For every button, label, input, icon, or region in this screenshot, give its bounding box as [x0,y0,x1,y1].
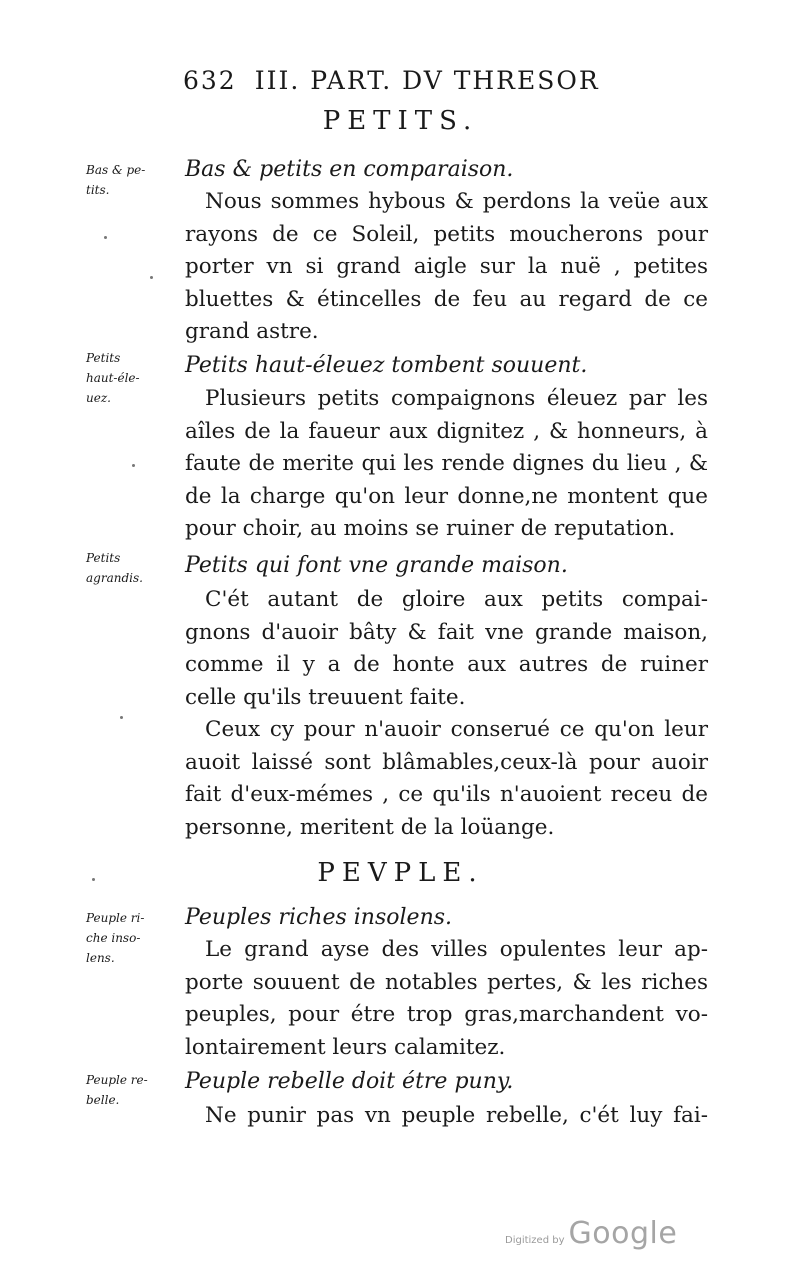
margin-note-3 [86,548,178,588]
entry-heading-4: Peuples riches insolens. [185,905,453,930]
text-line: gnons d'auoir bâty & fait vne grande maison, [185,619,708,645]
ink-speck [92,878,95,881]
running-head [183,66,653,95]
text-line: faute de merite qui les rende dignes du lieu , & [185,451,708,476]
entry-heading-2: Petits haut-éleuez tombent souuent. [185,353,588,378]
entry-paragraph-1 [185,186,708,349]
entry-paragraph-3b [185,714,708,844]
text-line: pour choir, au moins se ruiner de reputation. [185,516,676,541]
margin-note-line: Peuple ri- [86,911,145,925]
digitized-by-watermark [505,1216,677,1251]
margin-note-line: agrandis. [86,571,143,585]
margin-note-line: Petits [86,351,121,365]
entry-heading-5: Peuple rebelle doit étre puny. [185,1069,514,1094]
entry-heading-1: Bas & petits en comparaison. [185,157,514,182]
margin-note-line: uez. [86,391,111,405]
text-line: rayons de ce Soleil, petits moucherons pour [185,221,708,247]
margin-note-2 [86,348,178,408]
text-line: grand astre. [185,319,319,344]
text-line: C'ét autant de gloire aux petits compai- [205,587,708,612]
text-line: aîles de la faueur aux dignitez , & honneurs, à [185,418,708,444]
text-line: auoit laissé sont blâmables,ceux-là pour auoir [185,749,708,775]
margin-note-line: Peuple re- [86,1073,148,1087]
margin-note-line: che inso- [86,931,141,945]
ink-speck [120,716,123,719]
google-logo: Google [568,1216,678,1251]
running-head-title: III. PART. DV THRESOR [254,66,600,95]
ink-speck [150,276,153,279]
text-line: Le grand ayse des villes opulentes leur ap- [205,937,708,962]
text-line: Nous sommes hybous & perdons la veüe aux [205,189,708,214]
ink-speck [132,464,135,467]
margin-note-4 [86,908,178,968]
text-line: bluettes & étincelles de feu au regard de ce [185,286,708,312]
text-line: de la charge qu'on leur donne,ne montent que [185,483,708,509]
text-line: personne, meritent de la loüange. [185,814,555,840]
text-line: celle qu'ils treuuent faite. [185,684,466,710]
digitized-label: Digitized by [505,1235,565,1246]
margin-note-line: haut-éle- [86,371,140,385]
section-title-peuple: PEVPLE. [317,858,484,888]
entry-heading-3: Petits qui font vne grande maison. [185,553,568,578]
text-line: porte souuent de notables pertes, & les riches [185,969,708,995]
entry-paragraph-3a [185,584,708,714]
text-line: Ne punir pas vn peuple rebelle, c'ét luy fai- [205,1103,708,1128]
margin-note-line: tits. [86,183,110,197]
text-line: fait d'eux-mémes , ce qu'ils n'auoient receu de [185,782,708,807]
text-line: porter vn si grand aigle sur la nuë , petites [185,254,708,279]
text-line: comme il y a de honte aux autres de ruiner [185,652,708,677]
ink-speck [104,236,107,239]
margin-note-line: Petits [86,551,121,565]
margin-note-line: Bas & pe- [86,163,146,177]
text-line: lontairement leurs calamitez. [185,1034,506,1060]
entry-paragraph-5 [185,1100,708,1133]
page-number: 632 [183,66,237,95]
margin-note-line: lens. [86,951,115,965]
text-line: peuples, pour étre trop gras,marchandent vo- [185,1002,708,1027]
margin-note-5 [86,1070,178,1110]
text-line: Ceux cy pour n'auoir conserué ce qu'on leur [205,717,708,742]
entry-paragraph-2 [185,383,708,546]
text-line: Plusieurs petits compaignons éleuez par les [205,386,708,411]
margin-note-line: belle. [86,1093,120,1107]
section-title-petits: PETITS. [322,106,479,136]
margin-note-1 [86,160,178,200]
entry-paragraph-4 [185,934,708,1064]
